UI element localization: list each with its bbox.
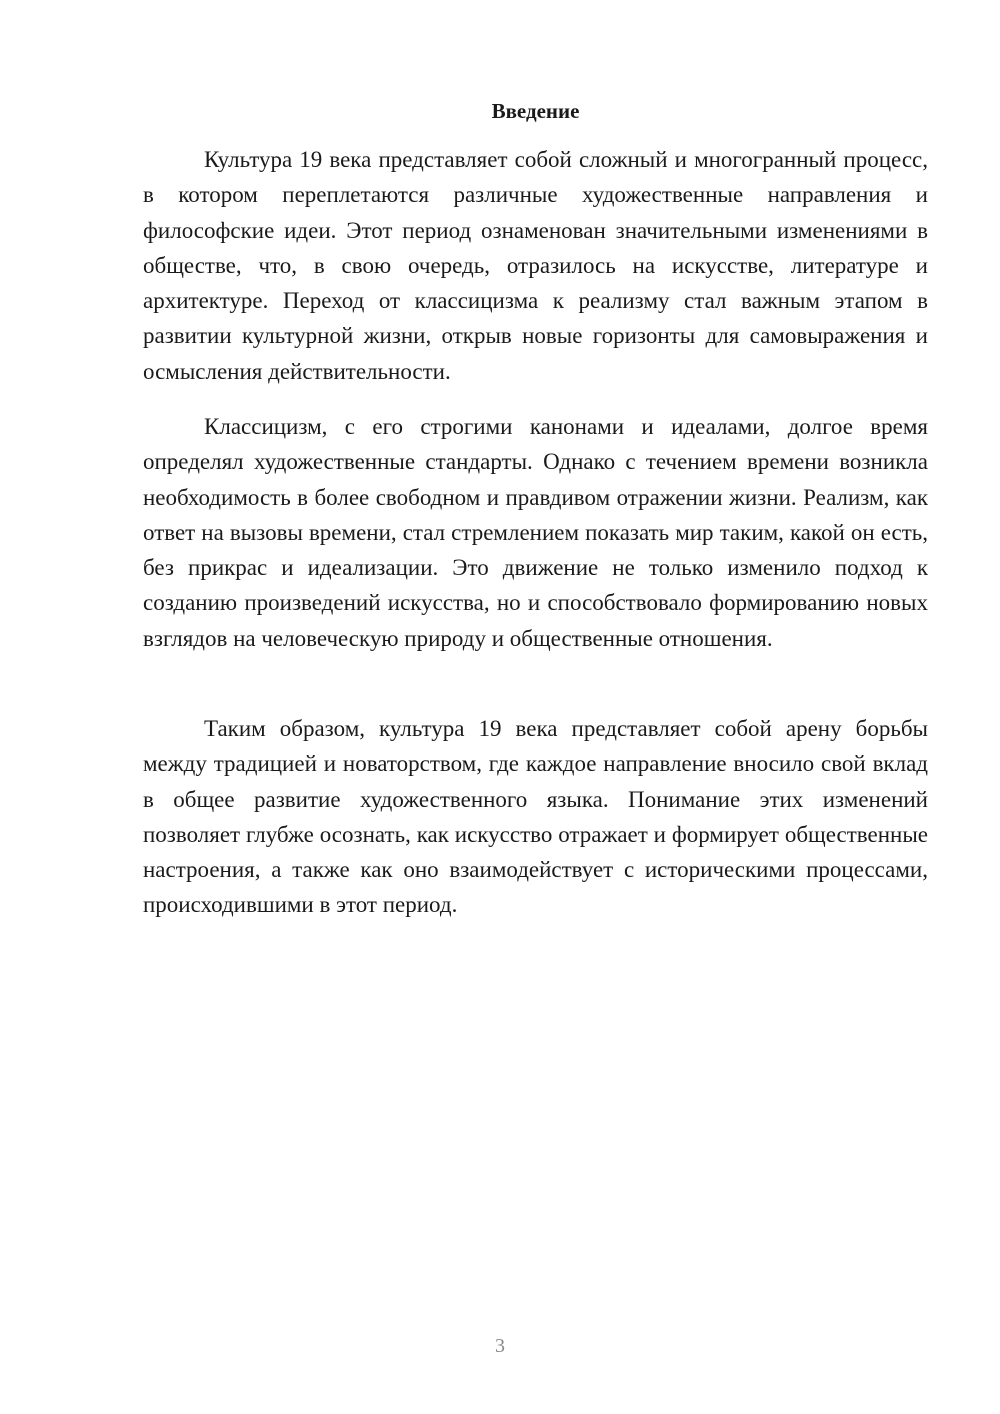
section-title: Введение [491, 99, 580, 123]
paragraph-3: Таким образом, культура 19 века представляет собой арену борьбы между традицией и новаторством, где каждое направление вносило свой вклад в общее развитие художественного языка. Понимание этих изменений позволяет глубже осознать, как искусство отражает и формирует общественные настроения, а также как оно взаимодействует с историческими процессами, происходившими в этот период. [143, 716, 928, 918]
paragraph-1: Культура 19 века представляет собой сложный и многогранный процесс, в котором переплетаются различные художественные направления и философские идеи. Этот период ознаменован значительными изменениями в обществе, что, в свою очередь, отразилось на искусстве, литературе и архитектуре. Переход от классицизма к реализму стал важным этапом в развитии культурной жизни, открыв новые горизонты для самовыражения и осмысления действительности. [143, 147, 928, 384]
paragraph-2: Классицизм, с его строгими канонами и идеалами, долгое время определял художественные стандарты. Однако с течением времени возникла необходимость в более свободном и правдивом отражении жизни. Реализм, как ответ на вызовы времени, стал стремлением показать мир таким, какой он есть, без прикрас и идеализации. Это движение не только изменило подход к созданию произведений искусства, но и способствовало формированию новых взглядов на человеческую природу и общественные отношения. [143, 414, 928, 651]
page-number: 3 [495, 1335, 505, 1357]
